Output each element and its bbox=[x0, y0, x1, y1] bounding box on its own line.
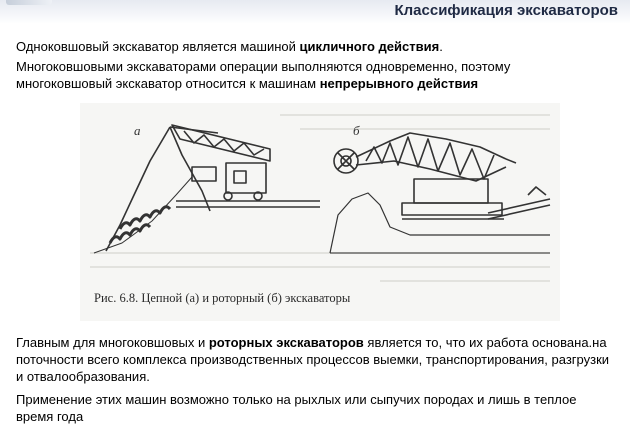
figure-label-a: а bbox=[134, 123, 141, 138]
paragraph-bold: цикличного действия bbox=[299, 39, 440, 54]
paragraph-text: Главным для многоковшовых и bbox=[16, 335, 209, 350]
header-decoration bbox=[6, 0, 52, 5]
paragraph-text: Применение этих машин возможно только на рыхлых или сыпучих породах и лишь в теплое время года bbox=[16, 392, 577, 424]
paragraph-application bbox=[16, 391, 616, 425]
excavator-drawing bbox=[80, 103, 560, 321]
paragraph-single-bucket bbox=[16, 38, 616, 55]
paragraph-text-2: является то, что их работа основана.на поточности всего комплекса производственных процессов выемки, транспортирования, разгрузки и отвалообразования. bbox=[16, 335, 610, 384]
slide-title: Классификация экскаваторов bbox=[394, 2, 618, 19]
figure-label-b: б bbox=[353, 123, 360, 138]
paragraph-multi-bucket bbox=[16, 58, 576, 92]
paragraph-bold: непрерывного действия bbox=[319, 76, 479, 91]
paragraph-text: Многоковшовыми экскаваторами операции выполняются одновременно, поэтому многоковшовый экскаватор относится к машинам bbox=[16, 59, 511, 91]
header-bar bbox=[0, 0, 630, 24]
figure-caption: Рис. 6.8. Цепной (а) и роторный (б) экскаваторы bbox=[94, 291, 351, 305]
figure-excavators bbox=[80, 103, 560, 321]
paragraph-rotary-principle bbox=[16, 334, 616, 385]
paragraph-tail: . bbox=[439, 39, 443, 54]
paragraph-bold: роторных экскаваторов bbox=[208, 335, 364, 350]
paragraph-text: Одноковшовый экскаватор является машиной bbox=[16, 39, 300, 54]
